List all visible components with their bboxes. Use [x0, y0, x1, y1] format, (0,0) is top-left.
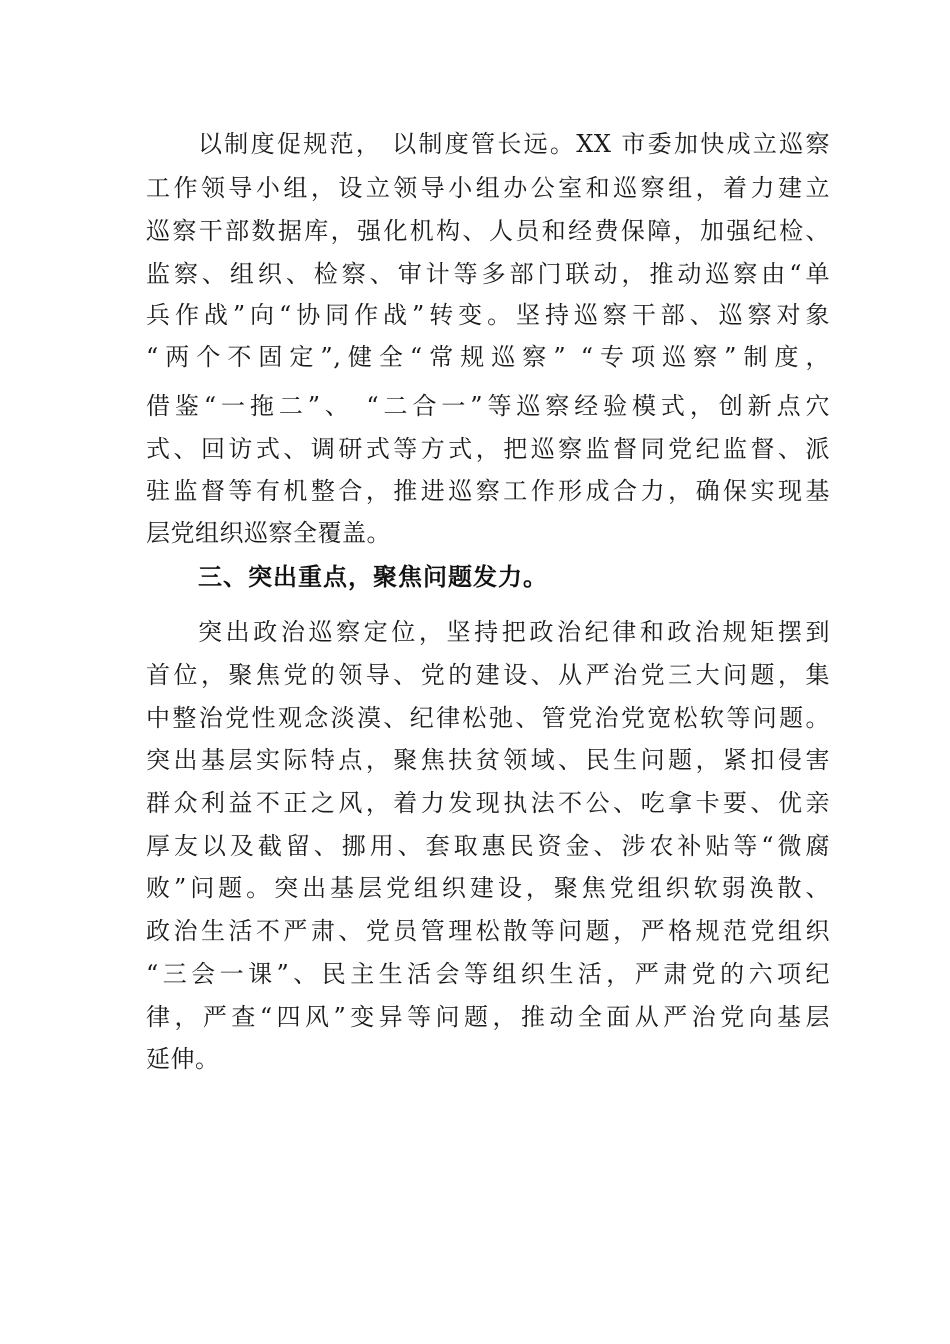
para2-line-3: 中整治党性观念淡漠、纪律松弛、管党治党宽松软等问题。: [146, 704, 830, 732]
para2-line-7: 败”问题。突出基层党组织建设，聚焦党组织软弱涣散、: [146, 874, 830, 902]
para1-line-6: “两个不固定”,健全“常规巡察” “专项巡察”制度，: [146, 343, 830, 371]
para2-line-4: 突出基层实际特点，聚焦扶贫领域、民生问题，紧扣侵害: [146, 746, 830, 774]
para1-line-1: 以制度促规范， 以制度管长远。XX 市委加快成立巡察: [198, 130, 830, 158]
para1-line-5: 兵作战”向“协同作战”转变。坚持巡察干部、巡察对象: [146, 301, 830, 329]
para1-line-2: 工作领导小组，设立领导小组办公室和巡察组，着力建立: [146, 174, 830, 202]
para1-line-3: 巡察干部数据库，强化机构、人员和经费保障，加强纪检、: [146, 217, 830, 245]
para1-line-4: 监察、组织、检察、审计等多部门联动，推动巡察由“单: [146, 260, 830, 288]
para1-line-7: 借鉴“一拖二”、 “二合一”等巡察经验模式，创新点穴: [146, 392, 830, 420]
para1-line-9: 驻监督等有机整合，推进巡察工作形成合力，确保实现基: [146, 477, 830, 505]
para2-line-6: 厚友以及截留、挪用、套取惠民资金、涉农补贴等“微腐: [146, 832, 830, 860]
section-heading: 三、突出重点，聚焦问题发力。: [198, 563, 548, 591]
para2-line-1: 突出政治巡察定位，坚持把政治纪律和政治规矩摆到: [198, 618, 830, 646]
para2-line-10: 律，严查“四风”变异等问题，推动全面从严治党向基层: [146, 1003, 830, 1031]
para2-line-9: “三会一课”、民主生活会等组织生活，严肃党的六项纪: [146, 960, 830, 988]
para2-line-8: 政治生活不严肃、党员管理松散等问题，严格规范党组织: [146, 917, 830, 945]
para2-line-11: 延伸。: [146, 1045, 220, 1073]
para2-line-5: 群众利益不正之风，着力发现执法不公、吃拿卡要、优亲: [146, 789, 830, 817]
para1-line-8: 式、回访式、调研式等方式，把巡察监督同党纪监督、派: [146, 435, 830, 463]
para2-line-2: 首位，聚焦党的领导、党的建设、从严治党三大问题，集: [146, 661, 830, 689]
para1-line-10: 层党组织巡察全覆盖。: [146, 519, 391, 547]
